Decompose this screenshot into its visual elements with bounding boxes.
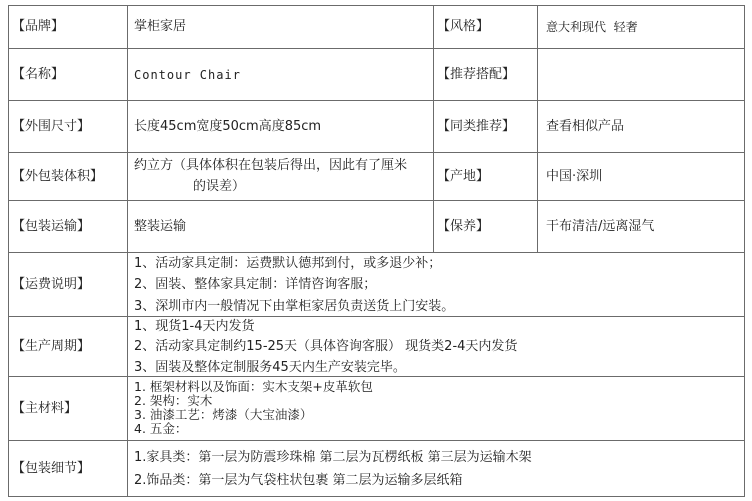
row-border — [8, 252, 745, 253]
origin-label: 【产地】 — [437, 169, 490, 184]
row-border — [8, 376, 745, 377]
material-line: 2. 架构：实木 — [134, 393, 213, 408]
similar-products-link[interactable]: 查看相似产品 — [546, 119, 625, 134]
package-volume-line1: 约立方（具体体积在包装后得出，因此有了厘米 — [134, 158, 408, 173]
column-border — [744, 5, 745, 497]
style-label: 【风格】 — [437, 19, 490, 34]
row-border — [8, 5, 745, 6]
maintenance-label: 【保养】 — [437, 219, 490, 234]
shipping-value: 整装运输 — [134, 219, 187, 234]
production-line: 3、固装及整体定制服务45天内生产安装完毕。 — [134, 360, 406, 375]
size-value: 长度45cm宽度50cm高度85cm — [134, 119, 322, 134]
freight-label: 【运费说明】 — [12, 277, 91, 292]
packing-line: 2.饰品类：第一层为气袋柱状包裹 第二层为运输多层纸箱 — [134, 473, 463, 488]
pairing-label: 【推荐搭配】 — [437, 67, 516, 82]
material-line: 1. 框架材料以及饰面：实木支架+皮革软包 — [134, 379, 373, 394]
brand-value: 掌柜家居 — [134, 19, 187, 34]
shipping-label: 【包装运输】 — [12, 219, 91, 234]
maintenance-value: 干布清洁/远离湿气 — [546, 219, 655, 234]
row-border — [8, 496, 745, 497]
production-line: 1、现货1-4天内发货 — [134, 319, 255, 334]
column-border — [127, 5, 128, 497]
size-label: 【外围尺寸】 — [12, 119, 91, 134]
row-border — [8, 100, 745, 101]
name-label: 【名称】 — [12, 67, 65, 82]
freight-line: 2、固装、整体家具定制：详情咨询客服； — [134, 277, 377, 292]
row-border — [8, 200, 745, 201]
row-border — [8, 152, 745, 153]
package-volume-label: 【外包装体积】 — [12, 169, 104, 184]
row-border — [8, 440, 745, 441]
packing-line: 1.家具类：第一层为防震珍珠棉 第二层为瓦楞纸板 第三层为运输木架 — [134, 450, 532, 465]
freight-line: 1、活动家具定制：运费默认德邦到付，或多退少补； — [134, 256, 442, 271]
freight-line: 3、深圳市内一般情况下由掌柜家居负责送货上门安装。 — [134, 299, 455, 314]
package-volume-line2: 的误差） — [193, 179, 246, 194]
production-line: 2、活动家具定制约15-25天（具体咨询客服） 现货类2-4天内发货 — [134, 339, 518, 354]
origin-value: 中国·深圳 — [546, 169, 603, 184]
material-line: 4. 五金： — [134, 421, 188, 436]
packing-label: 【包装细节】 — [12, 461, 91, 476]
product-name-value: Contour Chair — [134, 68, 241, 82]
production-label: 【生产周期】 — [12, 339, 91, 354]
row-border — [8, 48, 745, 49]
brand-label: 【品牌】 — [12, 19, 65, 34]
column-border — [433, 5, 434, 253]
material-line: 3. 油漆工艺：烤漆（大宝油漆） — [134, 407, 313, 422]
column-border — [537, 5, 538, 253]
similar-label: 【同类推荐】 — [437, 119, 516, 134]
material-label: 【主材料】 — [12, 401, 78, 416]
column-border — [8, 5, 9, 497]
style-value: 意大利现代 轻奢 — [546, 20, 638, 34]
row-border — [8, 316, 745, 317]
